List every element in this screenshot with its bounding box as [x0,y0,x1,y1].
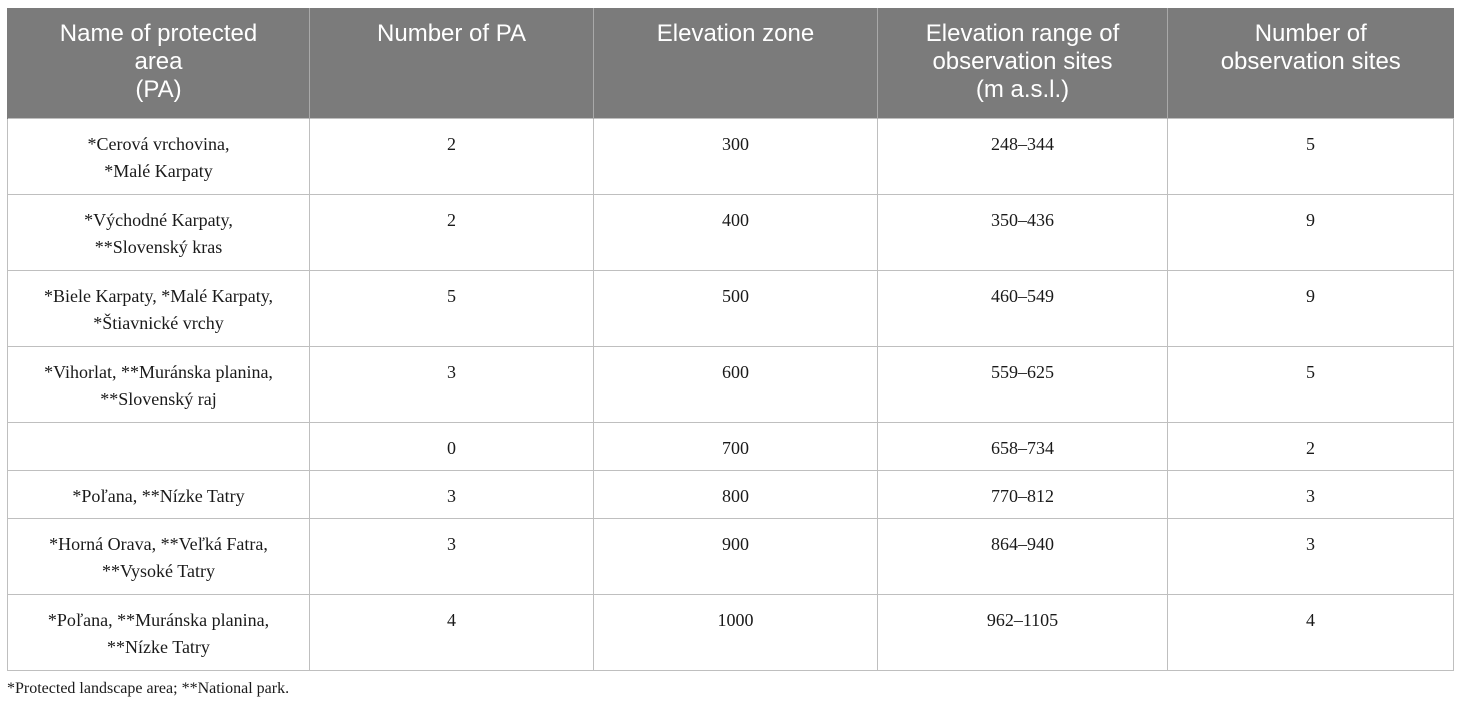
cell-number-of-sites: 5 [1168,118,1454,194]
cell-number-of-pa: 0 [310,422,594,470]
table-row [8,194,1454,270]
table-footnote: *Protected landscape area; **National park. [7,680,290,697]
table-row [8,118,1454,194]
cell-elevation-range: 559–625 [878,346,1168,422]
cell-pa-name [8,346,310,422]
cell-elevation-range: 864–940 [878,518,1168,594]
cell-elevation-range: 962–1105 [878,594,1168,670]
cell-number-of-sites: 3 [1168,518,1454,594]
header-line: Elevation zone [656,20,815,47]
header-number-of-sites [1168,8,1454,118]
cell-number-of-pa: 2 [310,118,594,194]
protected-areas-table [7,8,1454,671]
cell-elevation-zone: 800 [594,470,878,518]
cell-line: **Slovenský kras [94,236,223,257]
cell-number-of-pa: 2 [310,194,594,270]
cell-elevation-range: 350–436 [878,194,1168,270]
cell-number-of-pa: 3 [310,518,594,594]
table-row [8,470,1454,518]
cell-number-of-sites: 5 [1168,346,1454,422]
cell-elevation-zone: 900 [594,518,878,594]
header-elevation-zone [594,8,878,118]
cell-elevation-zone: 500 [594,270,878,346]
cell-elevation-zone: 1000 [594,594,878,670]
cell-line: **Slovenský raj [100,388,217,409]
header-elevation-range [878,8,1168,118]
cell-line: *Poľana, **Nízke Tatry [72,485,245,506]
header-line: observation sites [932,48,1113,75]
header-line: Number of [1254,20,1367,47]
cell-number-of-pa: 3 [310,346,594,422]
header-line: observation sites [1220,48,1401,75]
cell-number-of-pa: 3 [310,470,594,518]
cell-number-of-sites: 2 [1168,422,1454,470]
cell-elevation-zone: 600 [594,346,878,422]
cell-line: **Nízke Tatry [107,636,210,657]
cell-line: *Horná Orava, **Veľká Fatra, [49,533,268,554]
header-name-of-pa [8,8,310,118]
cell-elevation-range: 248–344 [878,118,1168,194]
cell-line: *Poľana, **Muránska planina, [47,609,270,630]
cell-line: **Vysoké Tatry [102,560,215,581]
header-number-of-pa [310,8,594,118]
cell-pa-name [8,422,310,470]
table-row [8,346,1454,422]
cell-pa-name [8,518,310,594]
header-line: Number of PA [377,20,526,47]
cell-number-of-sites: 3 [1168,470,1454,518]
table-row [8,518,1454,594]
cell-line: *Vihorlat, **Muránska planina, [44,361,273,382]
cell-number-of-sites: 9 [1168,270,1454,346]
cell-line: *Cerová vrchovina, [87,133,230,154]
cell-pa-name [8,470,310,518]
cell-elevation-range: 460–549 [878,270,1168,346]
cell-pa-name [8,270,310,346]
cell-pa-name [8,194,310,270]
cell-line: *Východné Karpaty, [84,209,233,230]
cell-pa-name [8,118,310,194]
table-row [8,422,1454,470]
header-line: (m a.s.l.) [975,76,1070,103]
header-line: Elevation range of [925,20,1120,47]
cell-number-of-pa: 5 [310,270,594,346]
table-row [8,270,1454,346]
cell-line: *Malé Karpaty [104,160,213,181]
data-table-container [7,8,1453,671]
cell-number-of-sites: 4 [1168,594,1454,670]
cell-elevation-range: 770–812 [878,470,1168,518]
table-row [8,594,1454,670]
cell-number-of-pa: 4 [310,594,594,670]
cell-line: *Štiavnické vrchy [93,312,224,333]
cell-pa-name [8,594,310,670]
cell-elevation-range: 658–734 [878,422,1168,470]
cell-line: *Biele Karpaty, *Malé Karpaty, [43,285,274,306]
cell-elevation-zone: 400 [594,194,878,270]
header-line: (PA) [135,76,182,103]
cell-elevation-zone: 300 [594,118,878,194]
header-line: area [134,48,183,75]
cell-elevation-zone: 700 [594,422,878,470]
table-header-row [8,8,1454,118]
header-line: Name of protected [59,20,258,47]
cell-number-of-sites: 9 [1168,194,1454,270]
